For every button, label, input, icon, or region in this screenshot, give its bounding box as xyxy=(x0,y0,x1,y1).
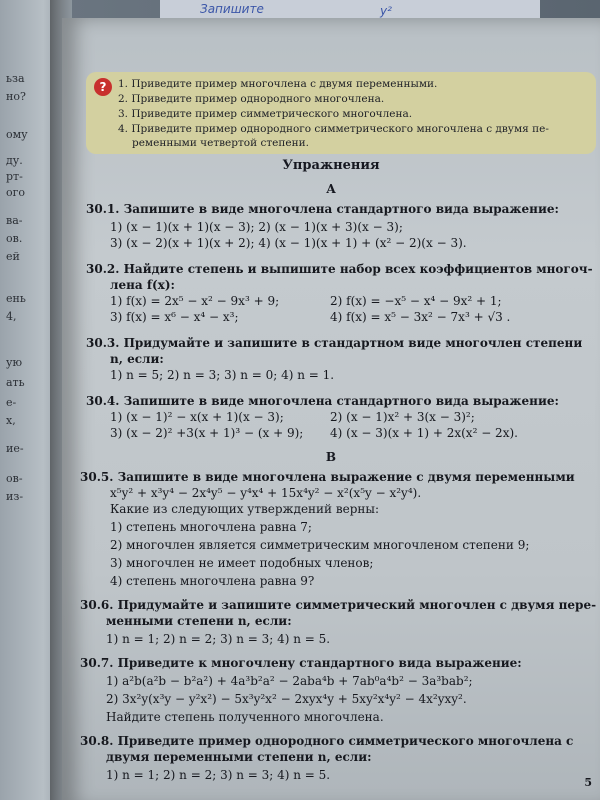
exercise-30-7-line: 1) a²b(a²b − b²a²) + 4a³b²a² − 2aba⁴b + 7ab⁰a⁴b² − 3a³bab²; xyxy=(106,674,473,688)
exercise-30-2-item: 1) f(x) = 2x⁵ − x² − 9x³ + 9; xyxy=(110,294,280,308)
exercise-30-4-head: 30.4. Запишите в виде многочлена стандартного вида выражение: xyxy=(86,394,559,408)
exercise-30-2-head: 30.2. Найдите степень и выпишите набор всех коэффициентов многоч- xyxy=(86,262,593,276)
left-fragment: ов. xyxy=(6,232,23,245)
exercise-30-7-line: Найдите степень полученного многочлена. xyxy=(106,710,384,724)
left-fragment: 4, xyxy=(6,310,17,323)
exercise-30-3-head: 30.3. Придумайте и запишите в стандартном виде многочлен степени xyxy=(86,336,583,350)
section-a-heading: A xyxy=(326,182,336,196)
section-title: Упражнения xyxy=(282,158,380,173)
exercise-30-5-head: 30.5. Запишите в виде многочлена выражение с двумя переменными xyxy=(80,470,575,484)
exercise-30-5-option: 4) степень многочлена равна 9? xyxy=(110,574,315,588)
handwriting: y² xyxy=(380,4,392,18)
exercise-30-8-line: 1) n = 1; 2) n = 2; 3) n = 3; 4) n = 5. xyxy=(106,768,331,782)
page-number: 5 xyxy=(584,776,592,789)
exercise-30-3-head-cont: n, если: xyxy=(110,352,164,366)
question-1: 1. Приведите пример многочлена с двумя переменными. xyxy=(118,78,438,90)
left-fragment: ду. xyxy=(6,154,23,167)
textbook-page xyxy=(62,18,600,800)
left-fragment: рт- xyxy=(6,170,23,183)
question-3: 3. Приведите пример симметрического многочлена. xyxy=(118,108,413,120)
exercise-30-5-option: 2) многочлен является симметрическим многочленом степени 9; xyxy=(110,538,530,552)
question-4-cont: ременными четвертой степени. xyxy=(132,137,309,149)
left-fragment: ую xyxy=(6,356,23,369)
question-icon: ? xyxy=(94,78,112,96)
left-fragment: ие- xyxy=(6,442,24,455)
exercise-30-7-head: 30.7. Приведите к многочлену стандартного вида выражение: xyxy=(80,656,522,670)
left-fragment: ей xyxy=(6,250,20,263)
left-fragment: из- xyxy=(6,490,24,503)
exercise-30-2-item: 4) f(x) = x⁵ − 3x² − 7x³ + √3 . xyxy=(330,310,511,324)
left-fragment: ень xyxy=(6,292,26,305)
questions-box xyxy=(86,72,596,154)
exercise-30-7-line: 2) 3x²y(x³y − y²x²) − 5x³y²x² − 2xyx⁴y + 5xy²x⁴y² − 4x²yxy². xyxy=(106,692,467,706)
exercise-30-3-line: 1) n = 5; 2) n = 3; 3) n = 0; 4) n = 1. xyxy=(110,368,335,382)
left-fragment: ать xyxy=(6,376,25,389)
left-fragment: ому xyxy=(6,128,28,141)
question-2: 2. Приведите пример однородного многочлена. xyxy=(118,93,385,105)
left-fragment: ов- xyxy=(6,472,23,485)
exercise-30-5-option: 1) степень многочлена равна 7; xyxy=(110,520,312,534)
left-fragment: вa- xyxy=(6,214,23,227)
left-fragment: ого xyxy=(6,186,26,199)
exercise-30-8-head-cont: двумя переменными степени n, если: xyxy=(106,750,372,764)
exercise-30-5-expr: x⁵y² + x³y⁴ − 2x⁴y⁵ − y⁴x⁴ + 15x⁴y² − x²(x⁵y − x²y⁴). xyxy=(110,486,422,500)
handwriting: Запишите xyxy=(200,2,264,16)
question-4: 4. Приведите пример однородного симметрического многочлена с двумя пе- xyxy=(118,123,549,135)
exercise-30-5-option: 3) многочлен не имеет подобных членов; xyxy=(110,556,374,570)
exercise-30-8-head: 30.8. Приведите пример однородного симметрического многочлена с xyxy=(80,734,574,748)
exercise-30-4-item: 1) (x − 1)² − x(x + 1)(x − 3); xyxy=(110,410,284,424)
exercise-30-1-head: 30.1. Запишите в виде многочлена стандартного вида выражение: xyxy=(86,202,559,216)
left-fragment: ьза xyxy=(6,72,25,85)
left-fragment: х, xyxy=(6,414,16,427)
exercise-30-5-question: Какие из следующих утверждений верны: xyxy=(110,502,379,516)
exercise-30-4-item: 2) (x − 1)x² + 3(x − 3)²; xyxy=(330,410,475,424)
section-b-heading: B xyxy=(325,450,337,464)
exercise-30-4-item: 4) (x − 3)(x + 1) + 2x(x² − 2x). xyxy=(330,426,518,440)
exercise-30-2-item: 2) f(x) = −x⁵ − x⁴ − 9x² + 1; xyxy=(330,294,502,308)
exercise-30-2-item: 3) f(x) = x⁶ − x⁴ − x³; xyxy=(110,310,239,324)
exercise-30-6-line: 1) n = 1; 2) n = 2; 3) n = 3; 4) n = 5. xyxy=(106,632,331,646)
left-fragment: но? xyxy=(6,90,26,103)
exercise-30-6-head: 30.6. Придумайте и запишите симметрический многочлен с двумя пере- xyxy=(80,598,597,612)
left-fragment: е- xyxy=(6,396,17,409)
exercise-30-1-line: 3) (x − 2)(x + 1)(x + 2); 4) (x − 1)(x + 1) + (x² − 2)(x − 3). xyxy=(110,236,467,250)
exercise-30-1-line: 1) (x − 1)(x + 1)(x − 3); 2) (x − 1)(x + 3)(x − 3); xyxy=(110,220,403,234)
exercise-30-4-item: 3) (x − 2)² +3(x + 1)³ − (x + 9); xyxy=(110,426,304,440)
exercise-30-6-head-cont: менными степени n, если: xyxy=(106,614,292,628)
exercise-30-2-head-cont: лена f(x): xyxy=(110,278,175,292)
